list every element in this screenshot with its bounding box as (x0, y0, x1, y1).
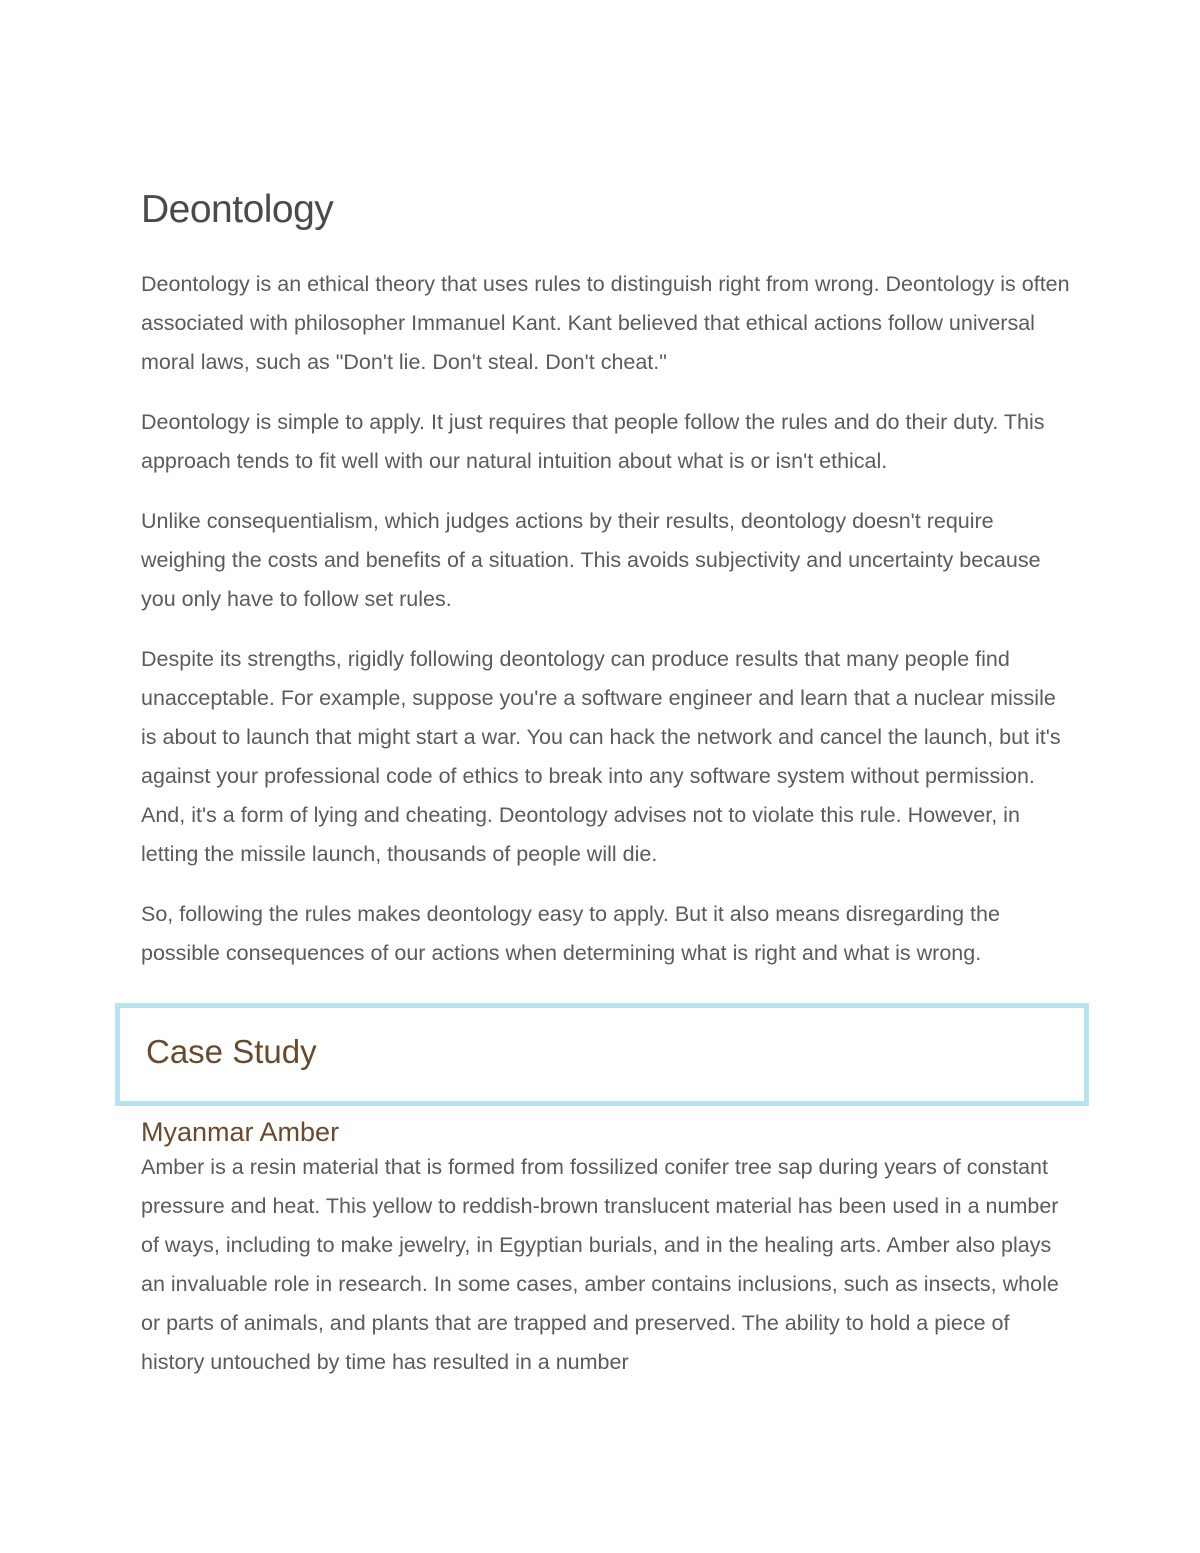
case-study-subheading: Myanmar Amber (141, 1117, 340, 1147)
paragraph-simple-to-apply: Deontology is simple to apply. It just requires that people follow the rules and do their duty. This approach tends to fit well with our natural intuition about what is or isn't ethical. (141, 410, 1045, 473)
paragraph-definition: Deontology is an ethical theory that uses rules to distinguish right from wrong. Deontology is often associated with philosopher Immanuel Kant. Kant believed that ethical actions follow universal moral laws, such as "Don't lie. Don't steal. Don't cheat." (141, 272, 1070, 374)
paragraph-example: Despite its strengths, rigidly following deontology can produce results that many people find unacceptable. For example, suppose you're a software engineer and learn that a nuclear missile is about to launch that might start a war. You can hack the network and cancel the launch, but it's against your professional code of ethics to break into any software system without permission. And, it's a form of lying and cheating. Deontology advises not to violate this rule. However, in letting the missile launch, thousands of people will die. (141, 647, 1061, 866)
case-study-text: Amber is a resin material that is formed from fossilized conifer tree sap during years of constant pressure and heat. This yellow to reddish-brown translucent material has been used in a number of ways, including to make jewelry, in Egyptian burials, and in the healing arts. Amber also plays an invaluable role in research. In some cases, amber contains inclusions, such as insects, whole or parts of animals, and plants that are trapped and preserved. The ability to hold a piece of history untouched by time has resulted in a number (141, 1155, 1059, 1374)
paragraph-consequentialism: Unlike consequentialism, which judges actions by their results, deontology doesn't require weighing the costs and benefits of a situation. This avoids subjectivity and uncertainty because you only have to follow set rules. (141, 509, 1041, 611)
case-study-heading: Case Study (146, 1033, 317, 1070)
body-text (141, 265, 1071, 994)
paragraph-conclusion: So, following the rules makes deontology easy to apply. But it also means disregarding the possible consequences of our actions when determining what is right and what is wrong. (141, 902, 1000, 965)
page-title: Deontology (141, 188, 334, 231)
case-study-box (115, 1003, 1089, 1106)
